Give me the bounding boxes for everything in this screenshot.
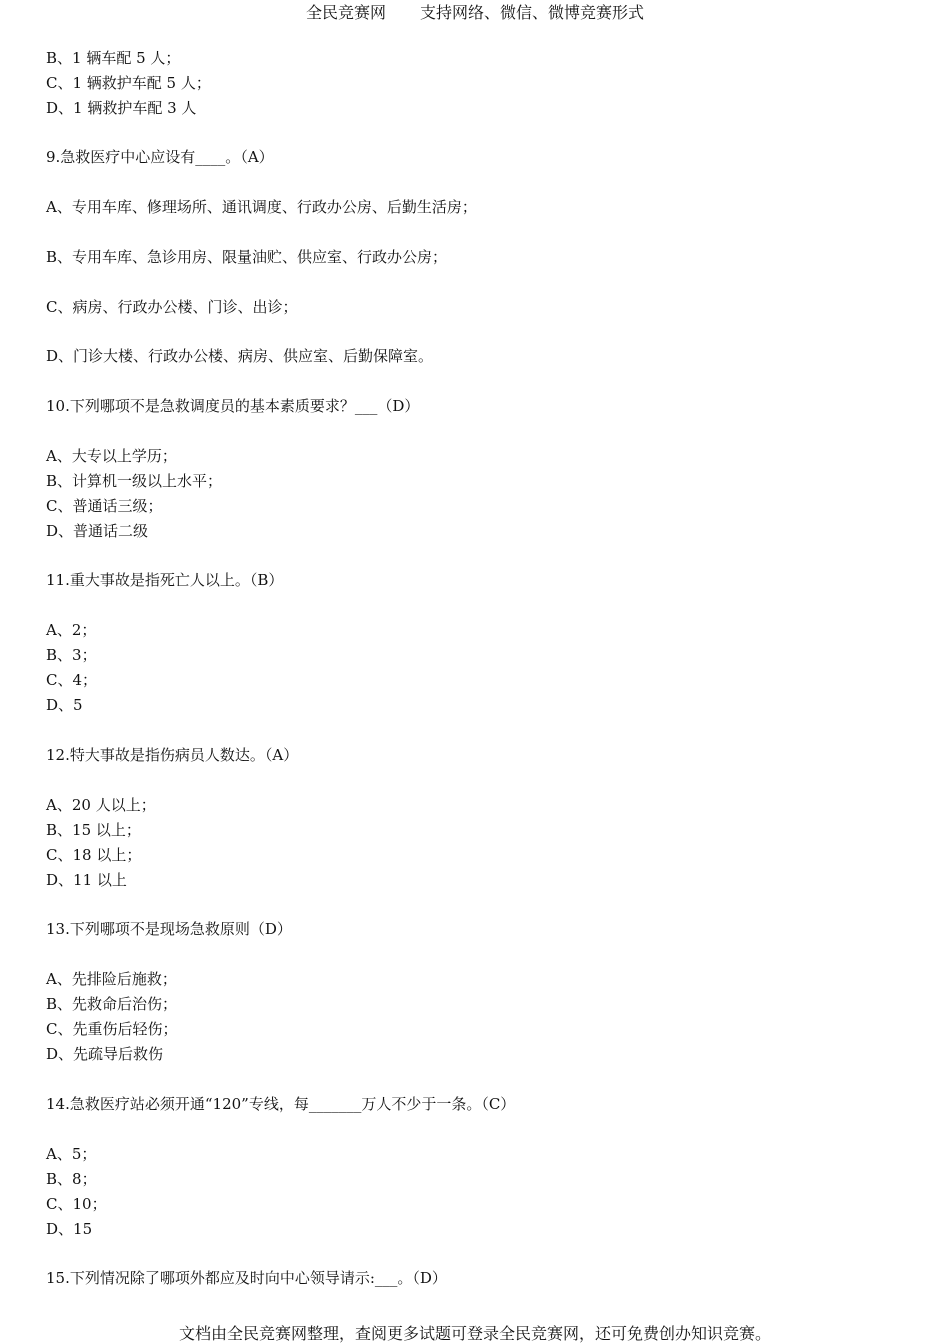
option-line: C、4；	[46, 671, 98, 689]
header-slogan: 支持网络、微信、微博竞赛形式	[420, 3, 645, 22]
option-line: C、普通话三级；	[46, 497, 163, 515]
option-line: C、病房、行政办公楼、门诊、出诊；	[46, 298, 298, 316]
option-line: A、专用车库、修理场所、通讯调度、行政办公房、后勤生活房；	[46, 198, 477, 216]
page-header	[0, 3, 950, 23]
option-line: A、2；	[46, 621, 97, 639]
option-line: C、10；	[46, 1195, 107, 1213]
option-line: D、先疏导后救伤	[46, 1045, 164, 1063]
question-line: 11.重大事故是指死亡人以上。（B）	[46, 571, 284, 589]
question-line: 14.急救医疗站必须开通“120”专线，每_______万人不少于一条。（C）	[46, 1095, 516, 1113]
option-line: D、5	[46, 696, 83, 714]
option-line: B、1 辆车配 5 人；	[46, 49, 181, 67]
option-line: D、1 辆救护车配 3 人	[46, 99, 197, 117]
option-line: C、1 辆救护车配 5 人；	[46, 74, 211, 92]
question-line: 9.急救医疗中心应设有____。（A）	[46, 148, 274, 166]
option-line: A、5；	[46, 1145, 97, 1163]
header-site-name: 全民竞赛网	[305, 3, 386, 22]
option-line: D、15	[46, 1220, 93, 1238]
option-line: A、20 人以上；	[46, 796, 156, 814]
option-line: D、门诊大楼、行政办公楼、病房、供应室、后勤保障室。	[46, 347, 434, 365]
option-line: B、15 以上；	[46, 821, 141, 839]
option-line: A、大专以上学历；	[46, 447, 177, 465]
option-line: B、先救命后治伤；	[46, 995, 178, 1013]
question-line: 13.下列哪项不是现场急救原则（D）	[46, 920, 292, 938]
option-line: B、8；	[46, 1170, 97, 1188]
question-line: 15.下列情况除了哪项外都应及时向中心领导请示:___。（D）	[46, 1269, 447, 1287]
question-line: 10.下列哪项不是急救调度员的基本素质要求？___（D）	[46, 397, 420, 415]
option-line: B、计算机一级以上水平；	[46, 472, 223, 490]
option-line: B、专用车库、急诊用房、限量油贮、供应室、行政办公房；	[46, 248, 448, 266]
option-line: C、先重伤后轻伤；	[46, 1020, 178, 1038]
question-line: 12.特大事故是指伤病员人数达。（A）	[46, 746, 299, 764]
option-line: D、普通话二级	[46, 522, 149, 540]
option-line: B、3；	[46, 646, 97, 664]
option-line: A、先排险后施救；	[46, 970, 177, 988]
page-footer: 文档由全民竞赛网整理，查阅更多试题可登录全民竞赛网，还可免费创办知识竞赛。	[178, 1324, 771, 1343]
option-line: D、11 以上	[46, 871, 127, 889]
option-line: C、18 以上；	[46, 846, 142, 864]
